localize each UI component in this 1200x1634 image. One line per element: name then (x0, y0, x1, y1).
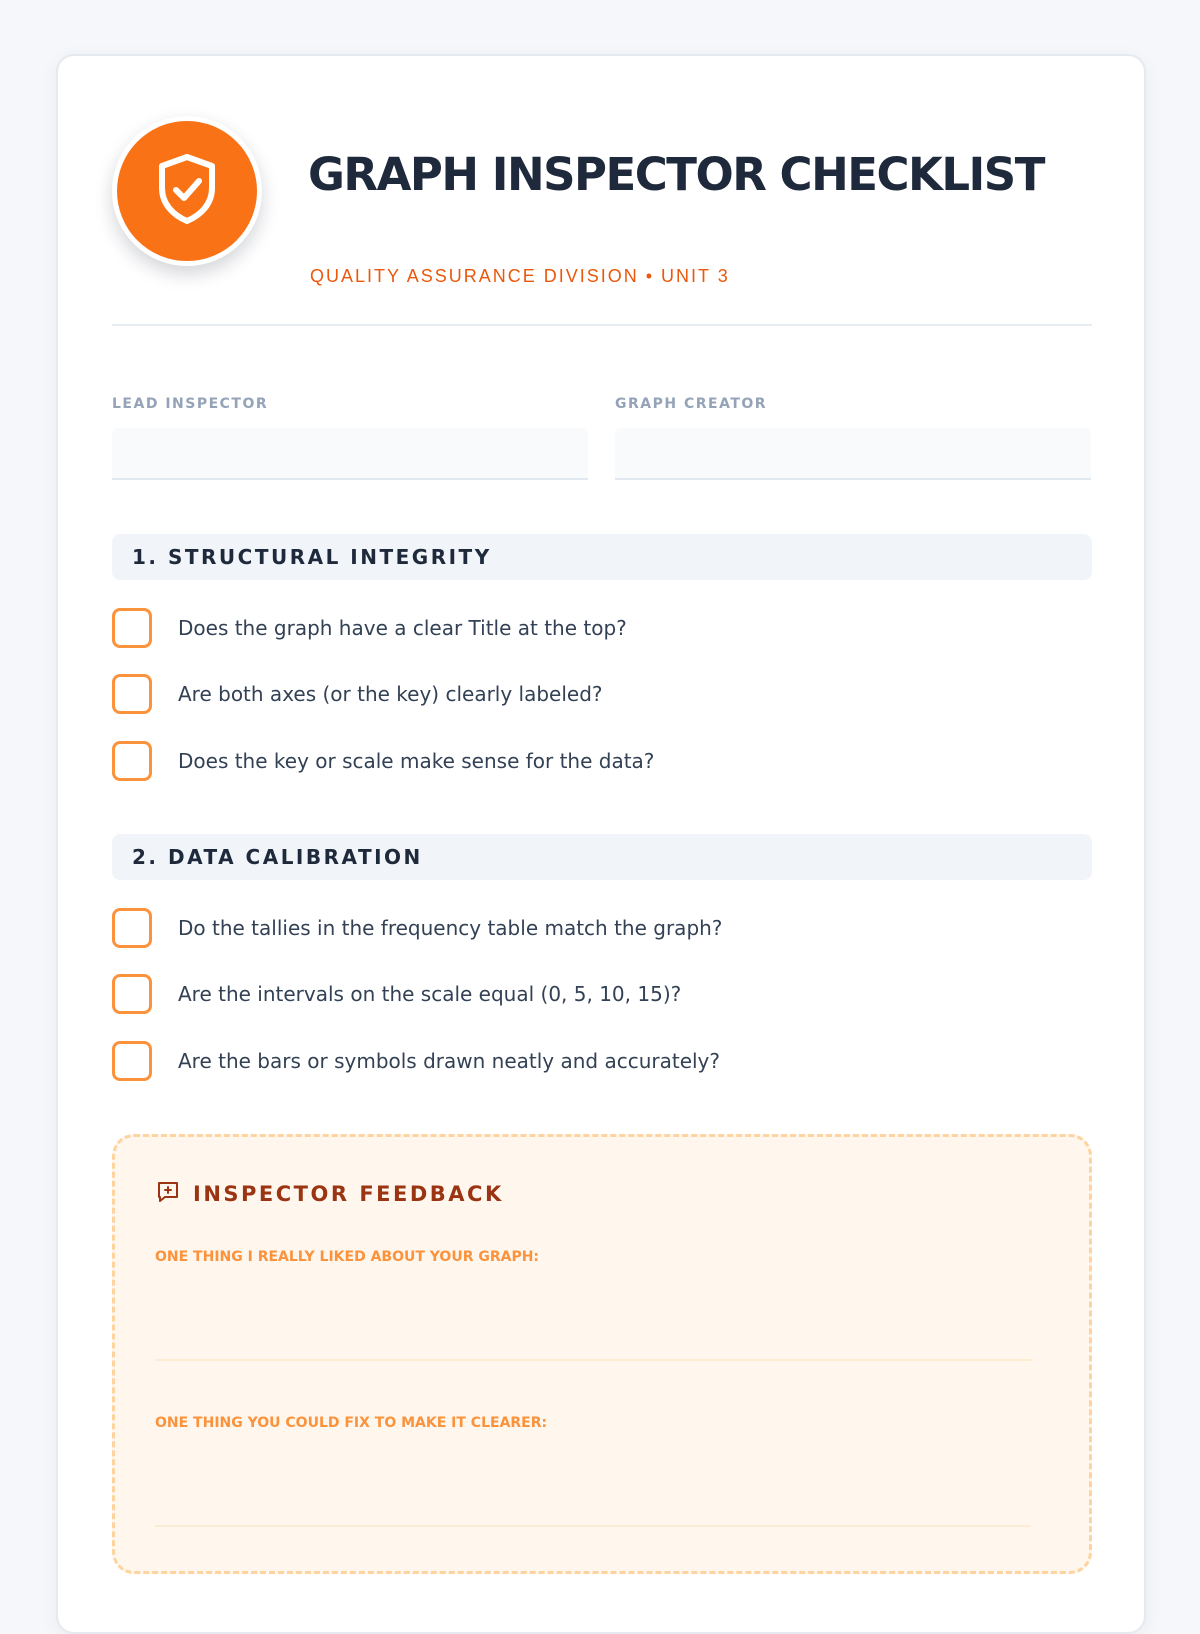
section-structural-integrity: 1. STRUCTURAL INTEGRITY (112, 534, 1092, 580)
lead-inspector-input[interactable] (112, 428, 588, 480)
feedback-title: INSPECTOR FEEDBACK (193, 1182, 504, 1206)
checklist-item-label: Does the graph have a clear Title at the top? (178, 616, 627, 640)
checklist-item-label: Do the tallies in the frequency table match the graph? (178, 916, 723, 940)
checklist-item-label: Does the key or scale make sense for the data? (178, 749, 655, 773)
graph-creator-input[interactable] (615, 428, 1091, 480)
header-divider (112, 324, 1092, 326)
badge (112, 116, 262, 266)
fix-prompt: ONE THING YOU COULD FIX TO MAKE IT CLEARER: (155, 1415, 548, 1431)
checkbox[interactable] (112, 1041, 152, 1081)
checklist-item-label: Are the intervals on the scale equal (0, 5, 10, 15)? (178, 982, 682, 1006)
checklist-item[interactable] (112, 1041, 1092, 1081)
lead-inspector-label: LEAD INSPECTOR (112, 396, 269, 412)
checklist-item[interactable] (112, 974, 1092, 1014)
checkbox[interactable] (112, 674, 152, 714)
message-plus-icon (155, 1179, 181, 1209)
graph-creator-label: GRAPH CREATOR (615, 396, 768, 412)
checklist-item[interactable] (112, 608, 1092, 648)
feedback-heading (155, 1179, 504, 1209)
page-subtitle: QUALITY ASSURANCE DIVISION • UNIT 3 (310, 266, 730, 286)
page-title: GRAPH INSPECTOR CHECKLIST (308, 148, 1044, 201)
section-data-calibration: 2. DATA CALIBRATION (112, 834, 1092, 880)
checkbox[interactable] (112, 741, 152, 781)
checkbox[interactable] (112, 974, 152, 1014)
fix-answer-line[interactable] (155, 1525, 1031, 1527)
checklist-card (56, 54, 1146, 1634)
checkbox[interactable] (112, 908, 152, 948)
checklist-item-label: Are the bars or symbols drawn neatly and accurately? (178, 1049, 721, 1073)
inspector-feedback-box (112, 1134, 1092, 1574)
header (112, 116, 1092, 316)
shield-check-icon (154, 152, 220, 230)
checklist-item[interactable] (112, 908, 1092, 948)
checklist-item[interactable] (112, 741, 1092, 781)
liked-answer-line[interactable] (155, 1359, 1031, 1361)
checklist-item[interactable] (112, 674, 1092, 714)
checklist-item-label: Are both axes (or the key) clearly labeled? (178, 682, 603, 706)
checkbox[interactable] (112, 608, 152, 648)
liked-prompt: ONE THING I REALLY LIKED ABOUT YOUR GRAPH: (155, 1249, 540, 1265)
